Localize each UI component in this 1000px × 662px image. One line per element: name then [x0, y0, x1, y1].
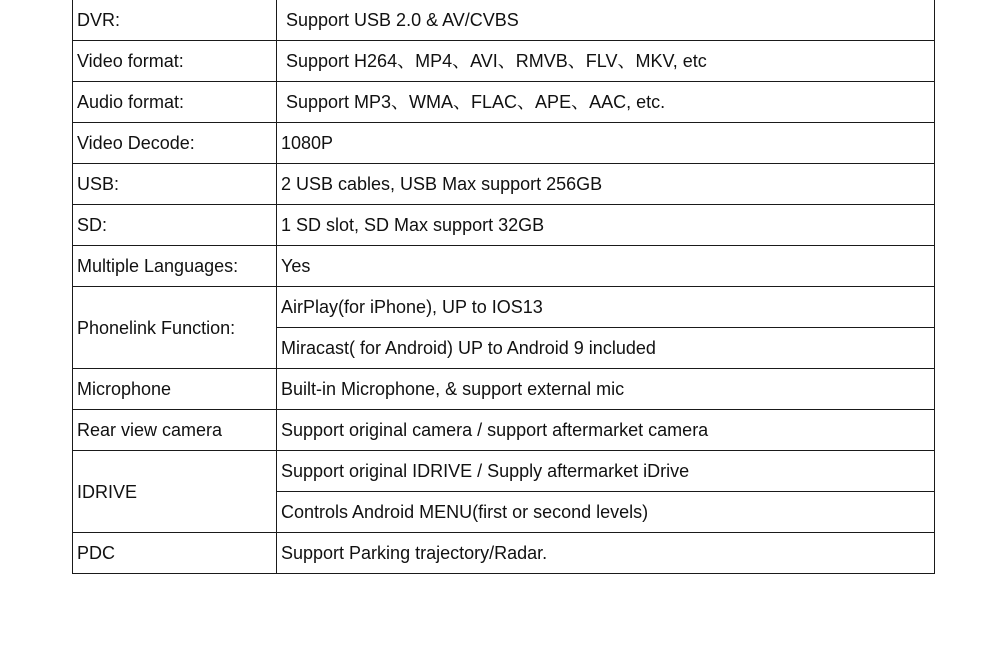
spec-label-cell: Video Decode: — [73, 123, 277, 164]
spec-value-cell: Support original camera / support aftermarket camera — [277, 410, 935, 451]
spec-value-cell: Yes — [277, 246, 935, 287]
spec-row — [73, 533, 935, 574]
spec-row — [73, 123, 935, 164]
spec-value-cell: Support H264、MP4、AVI、RMVB、FLV、MKV, etc — [277, 41, 935, 82]
spec-label-cell: Microphone — [73, 369, 277, 410]
spec-row — [73, 451, 935, 492]
spec-table-body — [73, 0, 935, 574]
spec-value-cell: 2 USB cables, USB Max support 256GB — [277, 164, 935, 205]
spec-label-cell: Rear view camera — [73, 410, 277, 451]
spec-row — [73, 82, 935, 123]
spec-label-cell: Multiple Languages: — [73, 246, 277, 287]
spec-label-cell: Phonelink Function: — [73, 287, 277, 369]
spec-label-cell: DVR: — [73, 0, 277, 41]
spec-value-cell: Support original IDRIVE / Supply aftermarket iDrive — [277, 451, 935, 492]
spec-label-cell: IDRIVE — [73, 451, 277, 533]
spec-value-cell: AirPlay(for iPhone), UP to IOS13 — [277, 287, 935, 328]
spec-label-cell: SD: — [73, 205, 277, 246]
spec-label-cell: USB: — [73, 164, 277, 205]
spec-label-cell: PDC — [73, 533, 277, 574]
spec-row — [73, 164, 935, 205]
spec-row — [73, 0, 935, 41]
spec-label-cell: Audio format: — [73, 82, 277, 123]
spec-row — [73, 410, 935, 451]
spec-row — [73, 205, 935, 246]
spec-label-cell: Video format: — [73, 41, 277, 82]
spec-row — [73, 369, 935, 410]
spec-row — [73, 246, 935, 287]
spec-value-cell: Controls Android MENU(first or second levels) — [277, 492, 935, 533]
spec-value-cell: Support USB 2.0 & AV/CVBS — [277, 0, 935, 41]
spec-table — [72, 0, 935, 574]
spec-value-cell: 1080P — [277, 123, 935, 164]
spec-value-cell: Support MP3、WMA、FLAC、APE、AAC, etc. — [277, 82, 935, 123]
spec-row — [73, 41, 935, 82]
spec-row — [73, 287, 935, 328]
spec-value-cell: Miracast( for Android) UP to Android 9 included — [277, 328, 935, 369]
spec-value-cell: Support Parking trajectory/Radar. — [277, 533, 935, 574]
spec-value-cell: 1 SD slot, SD Max support 32GB — [277, 205, 935, 246]
spec-value-cell: Built-in Microphone, & support external mic — [277, 369, 935, 410]
